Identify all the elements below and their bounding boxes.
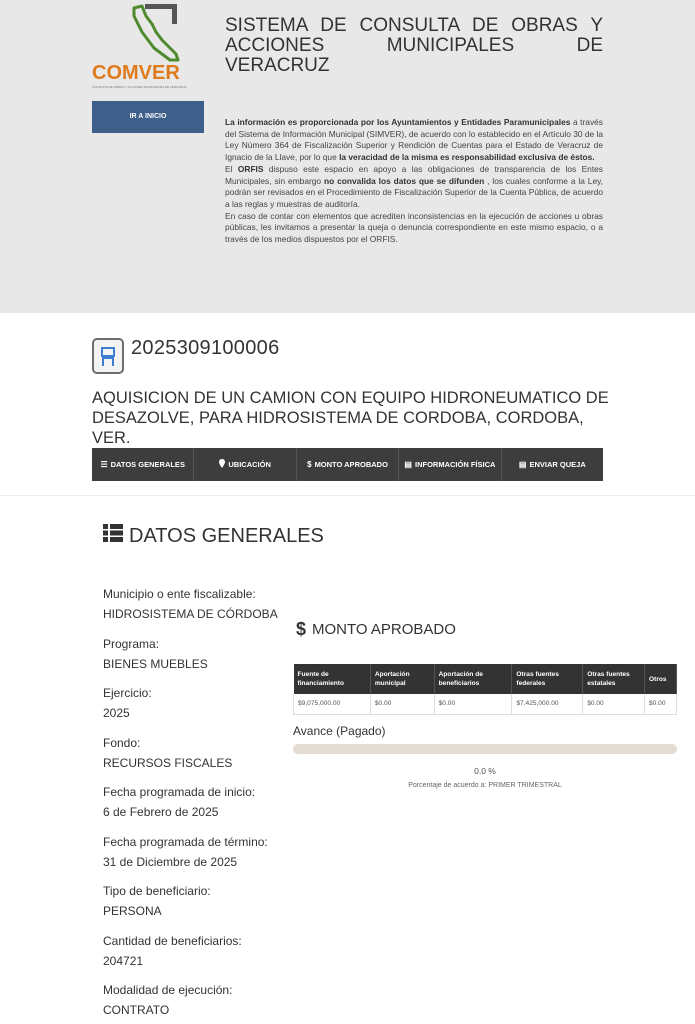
chair-icon — [92, 338, 124, 374]
disclaimer-span: a través del Sistema de Información Municipal (SIMVER), de acuerdo con lo establecido en el Artículo 30 de la Ley Número 364 de Fiscalización Superior y Rendición de Cuentas para el Estado de Veracruz de Ignacio de la Llave, por lo que — [225, 117, 604, 163]
disclaimer-text — [225, 117, 603, 246]
avance-note: Porcentaje de acuerdo a: PRIMER TRIMESTRAL — [408, 782, 562, 789]
tab-label: ENVIAR QUEJA — [529, 460, 586, 469]
tab-ubicacion[interactable] — [194, 448, 296, 481]
obra-id: 2025309100006 — [131, 337, 280, 359]
field-label: Fondo: — [103, 735, 141, 750]
field-ejercicio — [103, 683, 288, 733]
column-header: Aportación de beneficiarios — [434, 664, 512, 694]
field-value: PERSONA — [103, 904, 162, 918]
list-icon: ☰ — [100, 460, 108, 469]
monto-table — [293, 664, 677, 715]
field-value: HIDROSISTEMA DE CÓRDOBA — [103, 607, 278, 621]
avance-label: Avance (Pagado) — [293, 724, 386, 738]
comver-logo[interactable] — [90, 2, 196, 92]
disclaimer-bold: no convalida los datos que se difunden — [324, 175, 485, 186]
field-value: CONTRATO — [103, 1003, 170, 1017]
monto-aprobado-title — [296, 619, 456, 640]
dollar-icon: $ — [307, 460, 312, 469]
disclaimer-paragraph: En caso de contar con elementos que acrediten inconsistencias en la ejecución de acciones u obras públicas, les invitamos a presentar la queja o denuncia correspondiente en este mismo espacio, o a través de los medios dispuestos por el ORFIS. — [225, 210, 603, 245]
field-value: 204721 — [103, 953, 144, 968]
table-cell: $0.00 — [370, 694, 434, 714]
column-header: Otras fuentes federales — [512, 664, 583, 694]
table-cell: $9,075,000.00 — [294, 694, 371, 714]
tab-label: MONTO APROBADO — [314, 460, 388, 469]
section-title-text: MONTO APROBADO — [312, 621, 456, 638]
field-modalidad — [103, 980, 288, 1024]
section-title-text: DATOS GENERALES — [129, 524, 324, 547]
field-programa — [103, 634, 288, 684]
logo-text: COMVER — [92, 62, 180, 84]
disclaimer-bold: La información es proporcionada por los Ayuntamientos y Entidades Paramunicipales — [225, 117, 571, 127]
field-tipo-beneficiario — [103, 881, 288, 931]
field-value: RECURSOS FISCALES — [103, 755, 233, 770]
list-icon — [103, 524, 123, 548]
field-value: 2025 — [103, 706, 130, 720]
column-header: Aportación municipal — [370, 664, 434, 694]
obra-description: AQUISICION DE UN CAMION CON EQUIPO HIDRONEUMATICO DE DESAZOLVE, PARA HIDROSISTEMA DE CORDOBA, CORDOBA, VER. — [92, 389, 609, 447]
column-header: Fuente de financiamiento — [294, 664, 371, 694]
table-cell: $7,425,000.00 — [512, 694, 583, 714]
field-fecha-inicio — [103, 782, 288, 832]
field-municipio — [103, 584, 288, 634]
logo-subtext: CONSULTA DE OBRAS Y ACCIONES MUNICIPALES DE VERACRUZ — [92, 85, 187, 89]
tab-informacion-fisica[interactable] — [399, 448, 501, 481]
site-header — [0, 0, 695, 313]
field-cantidad-beneficiarios — [103, 931, 288, 981]
disclaimer-span: dispuso este espacio en apoyo a las obligaciones de transparencia de los Entes Municipales, sin embargo — [225, 163, 603, 186]
disclaimer-bold: la veracidad de la misma es responsabilidad exclusiva de éstos. — [339, 152, 595, 163]
field-label: Ejercicio: — [103, 686, 152, 700]
field-label: Programa: — [103, 636, 160, 651]
tab-monto-aprobado[interactable] — [297, 448, 399, 481]
dollar-icon: $ — [296, 619, 307, 639]
field-label: Modalidad de ejecución: — [103, 983, 233, 997]
tab-label: INFORMACIÓN FÍSICA — [414, 460, 496, 469]
table-row — [294, 694, 677, 714]
avance-progress-bar — [293, 744, 677, 754]
disclaimer-bold: ORFIS — [237, 163, 264, 174]
field-fecha-termino — [103, 832, 288, 882]
field-fondo — [103, 733, 288, 783]
tab-datos-generales[interactable] — [92, 448, 194, 481]
tab-enviar-queja[interactable] — [502, 448, 603, 481]
field-label: Fecha programada de término: — [103, 834, 268, 849]
table-cell: $0.00 — [645, 694, 677, 714]
datos-generales-fields — [103, 584, 288, 1024]
avance-percent: 0.0 % — [474, 766, 496, 776]
field-label: Fecha programada de inicio: — [103, 785, 256, 799]
site-title-line: ACCIONES MUNICIPALES DE — [225, 35, 603, 56]
disclaimer-span: , los cuales conforme a la Ley, podrán ser revisados en el Procedimiento de Fiscalización Superior de la Cuenta Pública, de acuerdo a las reglas y muestras de auditoría. — [225, 175, 604, 209]
tab-label: DATOS GENERALES — [110, 460, 185, 469]
document-icon: ▤ — [518, 460, 527, 469]
map-marker-icon — [219, 459, 225, 470]
field-value: 6 de Febrero de 2025 — [103, 805, 219, 819]
field-value: BIENES MUEBLES — [103, 656, 208, 671]
field-label: Tipo de beneficiario: — [103, 884, 211, 898]
field-label: Cantidad de beneficiarios: — [103, 933, 242, 948]
table-cell: $0.00 — [434, 694, 512, 714]
document-icon: ▤ — [404, 460, 412, 469]
table-header-row — [294, 664, 677, 694]
tab-label: UBICACIÓN — [228, 460, 271, 469]
site-title — [225, 16, 603, 76]
ir-a-inicio-button[interactable]: IR A INICIO — [92, 101, 204, 133]
column-header: Otras fuentes estatales — [583, 664, 645, 694]
column-header: Otros — [645, 664, 677, 694]
datos-generales-title — [103, 524, 324, 548]
table-cell: $0.00 — [583, 694, 645, 714]
section-divider — [0, 495, 695, 496]
field-value: 31 de Diciembre de 2025 — [103, 854, 238, 869]
field-label: Municipio o ente fiscalizable: — [103, 587, 256, 601]
section-nav — [92, 448, 603, 481]
site-title-line: SISTEMA DE CONSULTA DE OBRAS Y — [225, 15, 603, 36]
site-title-line: VERACRUZ — [225, 55, 330, 76]
disclaimer-span: El — [225, 163, 238, 174]
